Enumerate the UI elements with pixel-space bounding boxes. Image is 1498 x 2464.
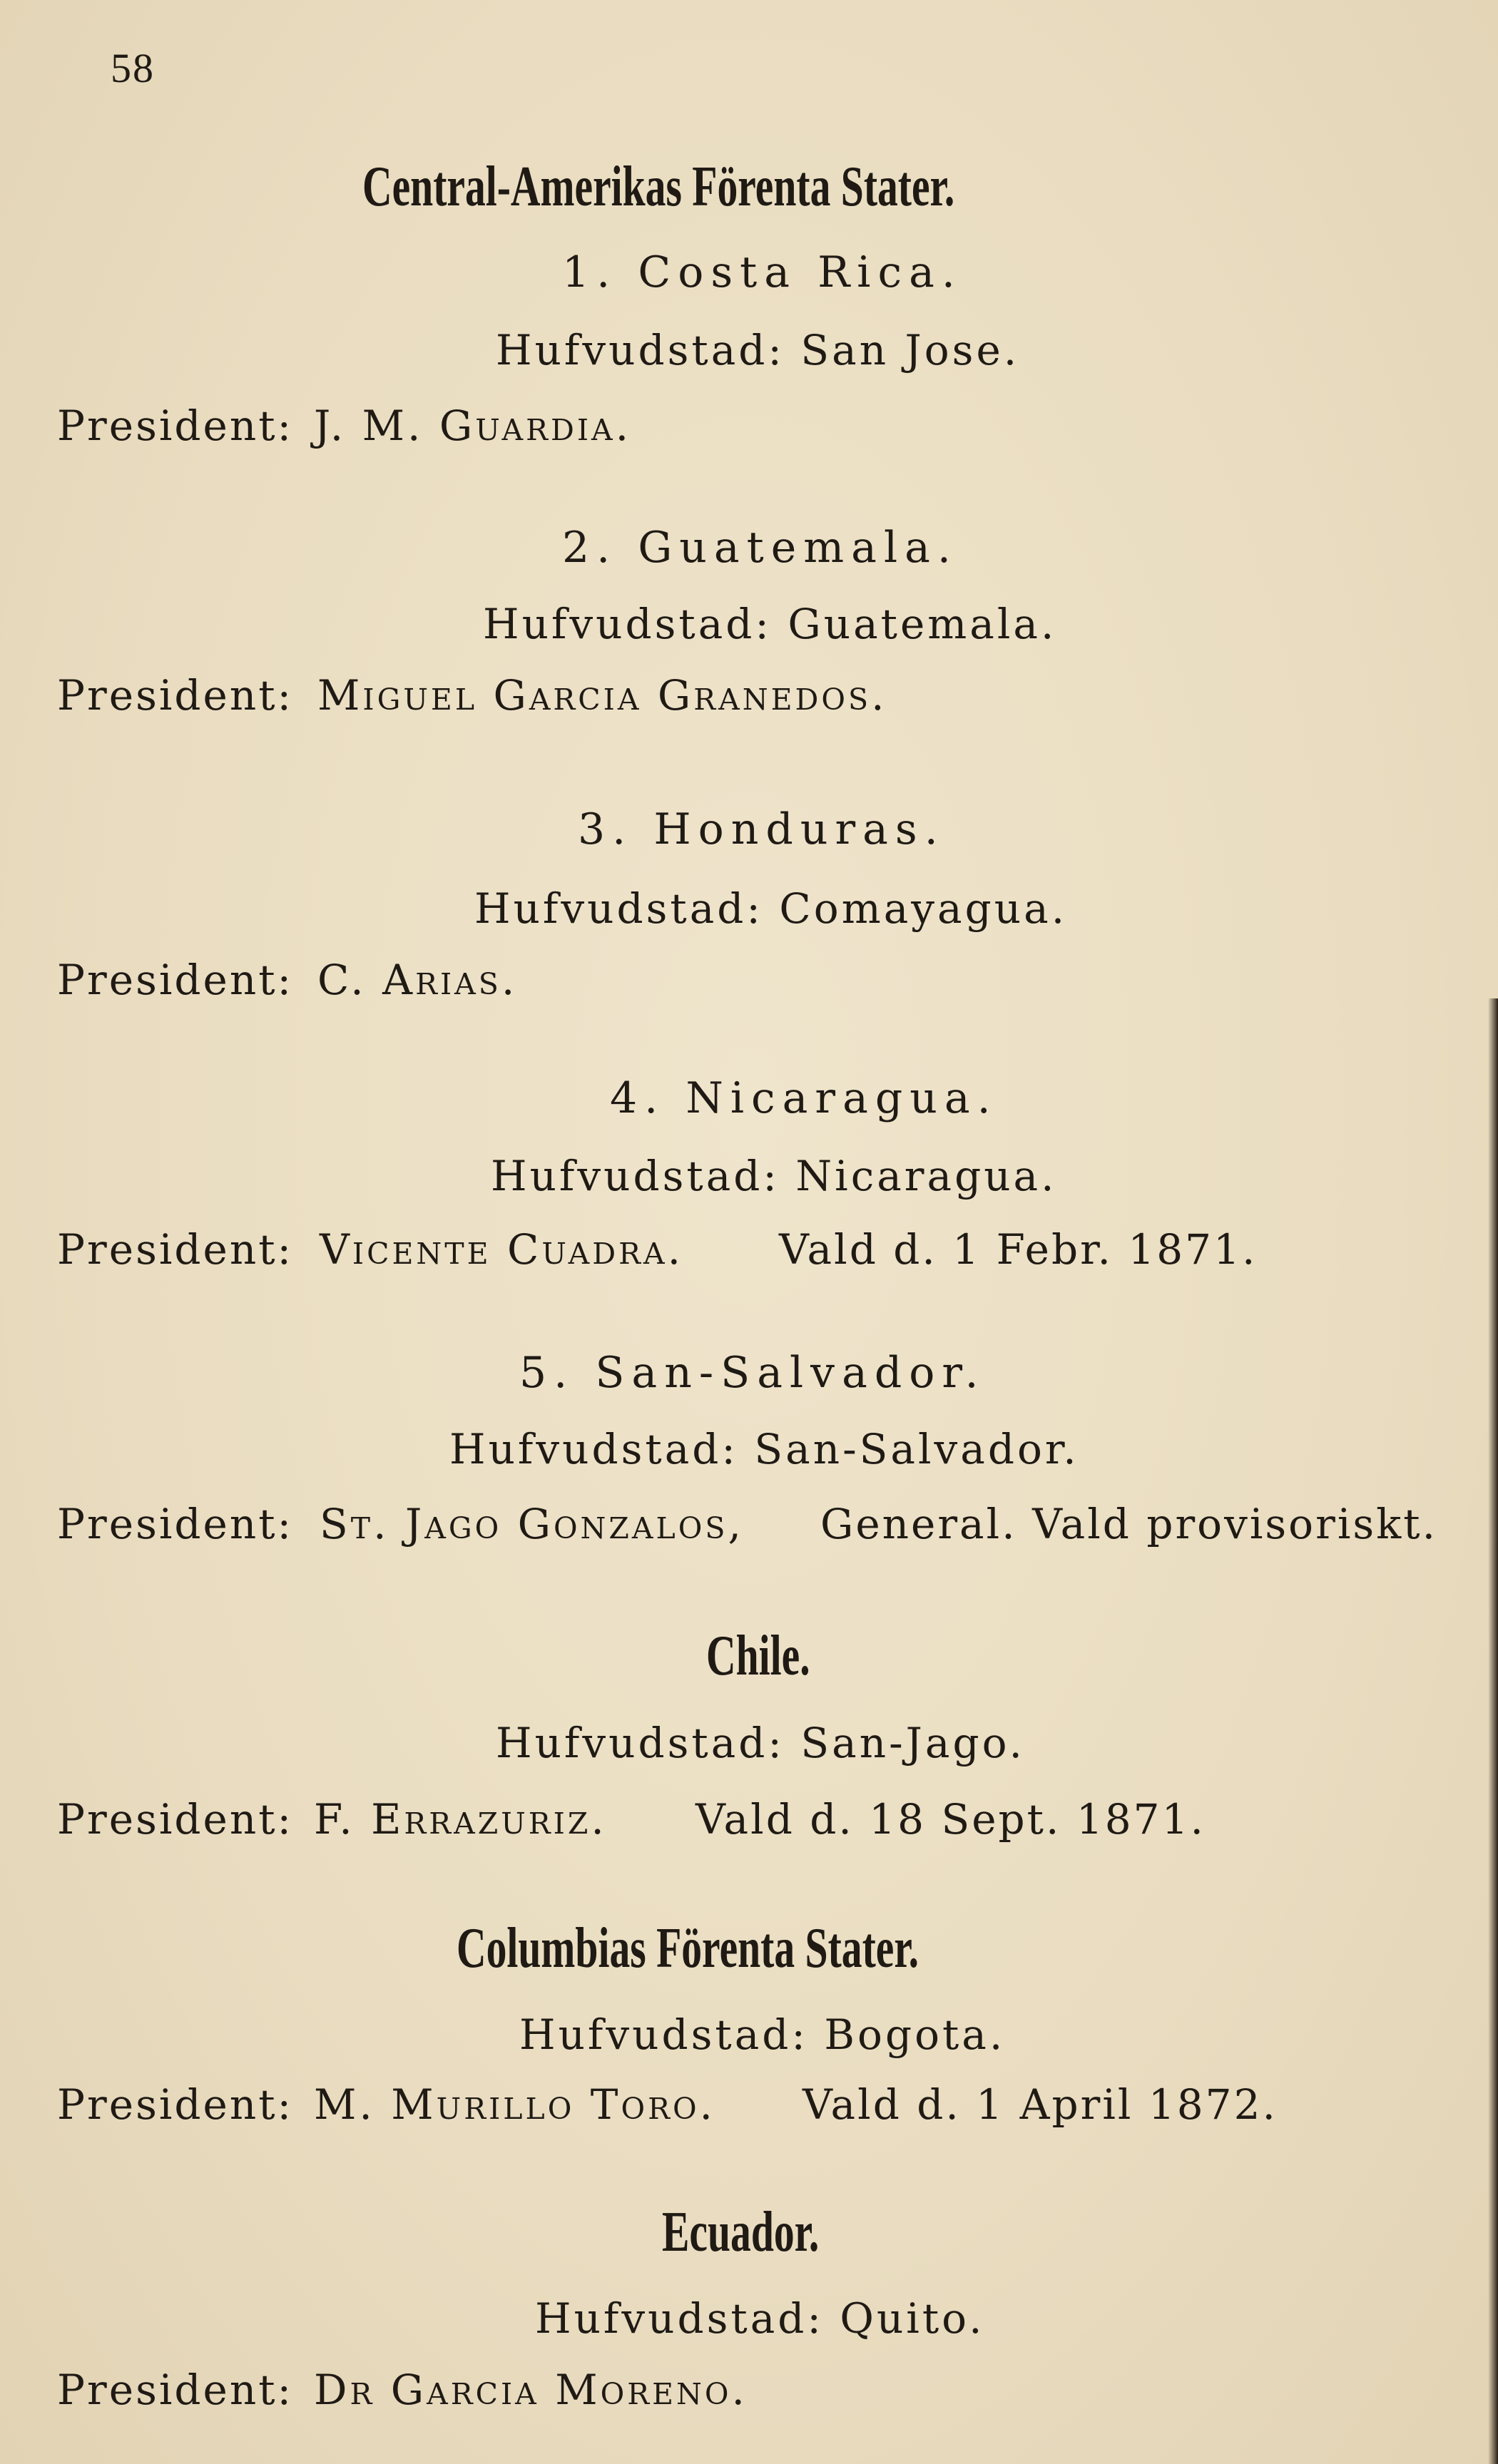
president-name-nicaragua: Vicente Cuadra. [320,1225,684,1274]
country-title-costa-rica: 1. Costa Rica. [562,247,962,297]
section-heading-central-america: Central-Amerikas Förenta Stater. [362,155,955,218]
president-name-honduras: C. Arias. [317,956,518,1004]
president-label-honduras: President: [57,956,294,1004]
page-number: 58 [111,45,155,91]
president-name-columbia: M. Murillo Toro. [314,2080,715,2129]
president-label-san-salvador: President: [57,1500,294,1548]
capital-columbia: Hufvudstad: Bogota. [519,2010,1006,2059]
country-title-honduras: 3. Honduras. [578,804,945,854]
president-name-chile: F. Errazuriz. [314,1795,607,1844]
capital-guatemala: Hufvudstad: Guatemala. [483,600,1057,648]
president-label-ecuador: President: [57,2366,294,2414]
capital-chile: Hufvudstad: San-Jago. [496,1719,1025,1767]
president-name-ecuador: Dr Garcia Moreno. [314,2366,748,2414]
section-heading-chile: Chile. [706,1625,810,1687]
president-label-costa-rica: President: [57,402,294,450]
president-note-san-salvador: General. Vald provisoriskt. [820,1500,1438,1548]
page-edge-shadow [1488,998,1498,2464]
country-title-san-salvador: 5. San-Salvador. [519,1348,986,1398]
section-heading-ecuador: Ecuador. [662,2201,820,2264]
capital-san-salvador: Hufvudstad: San-Salvador. [449,1425,1079,1473]
country-title-guatemala: 2. Guatemala. [562,523,958,573]
president-name-costa-rica: J. M. Guardia. [314,402,632,450]
president-label-guatemala: President: [57,671,294,720]
country-title-nicaragua: 4. Nicaragua. [610,1073,998,1123]
capital-nicaragua: Hufvudstad: Nicaragua. [491,1152,1057,1200]
capital-costa-rica: Hufvudstad: San Jose. [496,326,1020,374]
capital-ecuador: Hufvudstad: Quito. [535,2294,985,2343]
president-label-columbia: President: [57,2080,294,2129]
president-note-nicaragua: Vald d. 1 Febr. 1871. [779,1225,1258,1274]
president-label-chile: President: [57,1795,294,1844]
president-note-columbia: Vald d. 1 April 1872. [802,2080,1278,2129]
president-name-san-salvador: St. Jago Gonzalos, [320,1500,744,1548]
president-name-guatemala: Miguel Garcia Granedos. [317,671,887,720]
section-heading-columbia: Columbias Förenta Stater. [457,1917,919,1980]
president-note-chile: Vald d. 18 Sept. 1871. [696,1795,1206,1844]
capital-honduras: Hufvudstad: Comayagua. [474,884,1068,933]
president-label-nicaragua: President: [57,1225,294,1274]
